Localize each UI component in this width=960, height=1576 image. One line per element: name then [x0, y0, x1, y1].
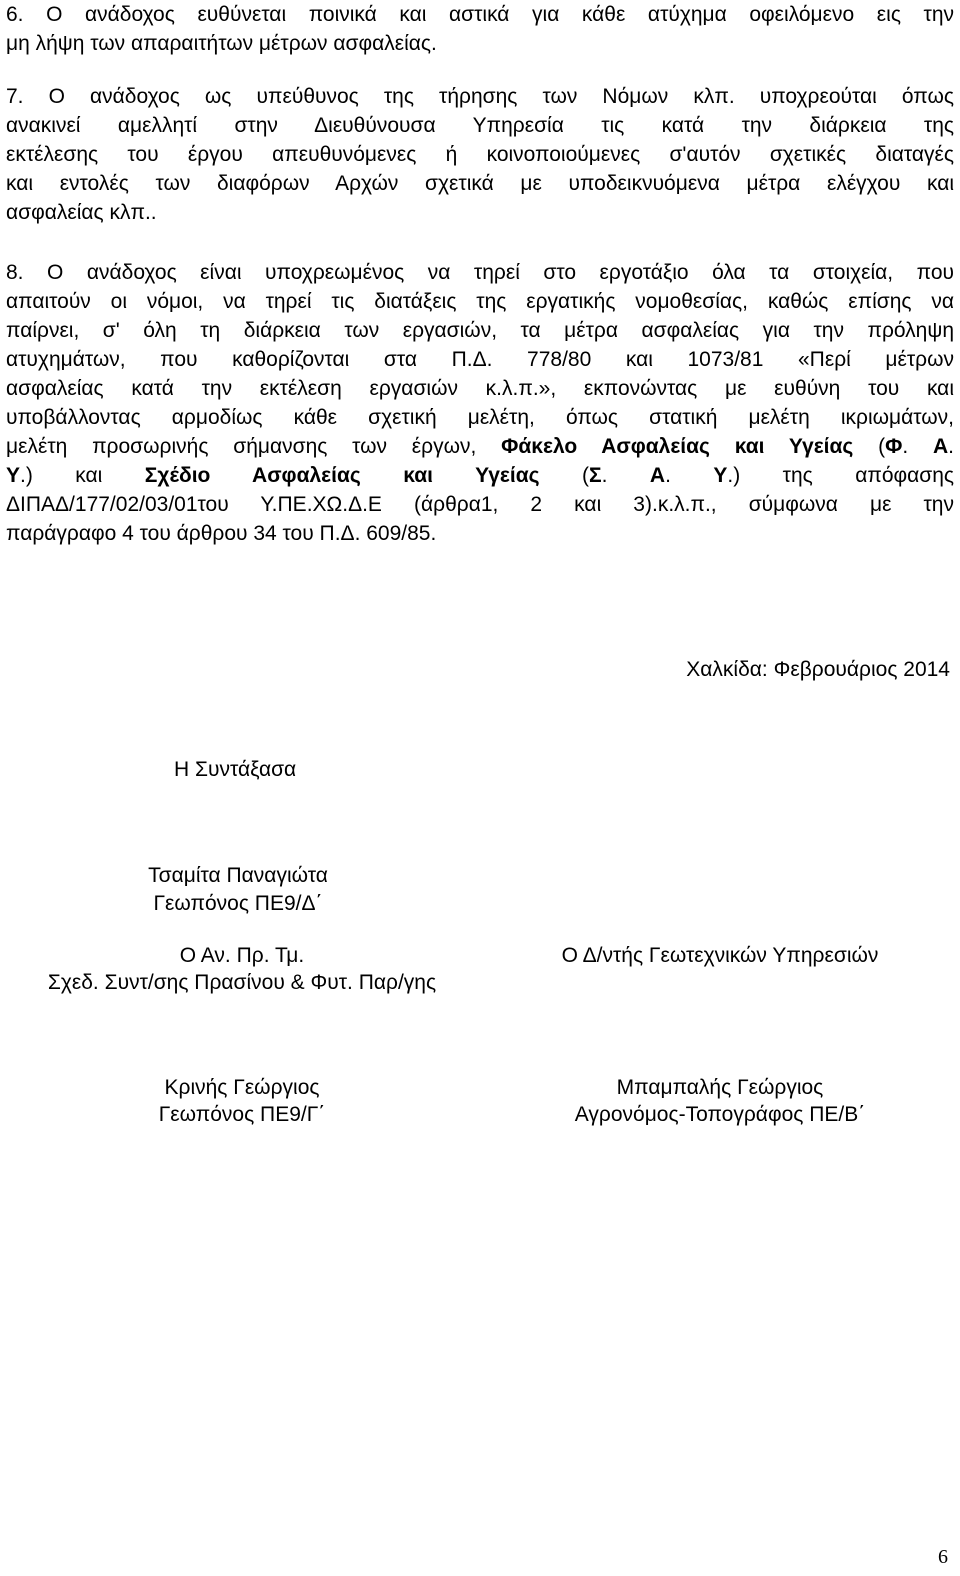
composer-title: Η Συντάξασα	[174, 758, 297, 781]
paragraph-line: παράγραφο 4 του άρθρου 34 του Π.Δ. 609/85.	[6, 522, 437, 545]
paragraph-line: ανακινεί αμελλητί στην Διευθύνουσα Υπηρεσία τις κατά την διάρκεια της	[6, 114, 954, 137]
text-run: (	[853, 435, 886, 458]
text-run: (	[539, 464, 589, 487]
bold-text: Σ	[589, 464, 602, 487]
paragraph-line: 8. Ο ανάδοχος είναι υποχρεωμένος να τηρεί στο εργοτάξιο όλα τα στοιχεία, που	[6, 261, 954, 284]
paragraph-line	[6, 461, 954, 490]
paragraph-item-8	[6, 258, 954, 548]
paragraph-line: εκτέλεσης του έργου απευθυνόμενες ή κοινοποιούμενες σ'αυτόν σχετικές διαταγές	[6, 143, 954, 166]
left-approver-name: Κρινής Γεώργιος	[164, 1076, 320, 1099]
bold-text: Υ	[6, 464, 21, 487]
bold-text: Φ	[885, 435, 903, 458]
composer-name: Τσαμίτα Παναγιώτα	[148, 864, 328, 887]
text-run: .) της απόφασης	[727, 464, 955, 487]
composer-role: Γεωπόνος ΠΕ9/Δ΄	[153, 892, 323, 915]
text-run: .	[601, 464, 650, 487]
page-number: 6	[938, 1546, 948, 1568]
left-approver-title-1: Ο Αν. Πρ. Τμ.	[179, 944, 305, 967]
text-run: .	[948, 435, 955, 458]
bold-text: Α	[933, 435, 949, 458]
paragraph-line: 7. Ο ανάδοχος ως υπεύθυνος της τήρησης των Νόμων κλπ. υποχρεούται όπως	[6, 85, 954, 108]
paragraph-item-6	[6, 0, 954, 58]
bold-text: Α	[649, 464, 666, 487]
text-run: .) και	[20, 464, 145, 487]
bold-text: Φάκελο Ασφαλείας και Υγείας	[501, 435, 854, 458]
text-run: μελέτη προσωρινής σήμανσης των έργων,	[6, 435, 502, 458]
paragraph-line: ΔΙΠΑΔ/177/02/03/01του Υ.ΠΕ.ΧΩ.Δ.Ε (άρθρα1, 2 και 3).κ.λ.π., σύμφωνα με την	[6, 493, 954, 516]
left-approver-role: Γεωπόνος ΠΕ9/Γ΄	[158, 1103, 326, 1126]
paragraph-line: ασφαλείας κλπ..	[6, 201, 157, 224]
left-approver-title-2: Σχεδ. Συντ/σης Πρασίνου & Φυτ. Παρ/γης	[47, 971, 437, 994]
paragraph-line: ατυχημάτων, που καθορίζονται στα Π.Δ. 778/80 και 1073/81 «Περί μέτρων	[6, 348, 954, 371]
paragraph-line: υποβάλλοντας αρμοδίως κάθε σχετική μελέτη, όπως στατική μελέτη ικριωμάτων,	[6, 406, 954, 429]
paragraph-line: 6. Ο ανάδοχος ευθύνεται ποινικά και αστικά για κάθε ατύχημα οφειλόμενο εις την	[6, 3, 954, 26]
bold-text: Σχέδιο Ασφαλείας και Υγείας	[144, 464, 540, 487]
paragraph-item-7	[6, 82, 954, 227]
paragraph-line: παίρνει, σ' όλη τη διάρκεια των εργασιών, τα μέτρα ασφαλείας για την πρόληψη	[6, 319, 954, 342]
paragraph-line	[6, 432, 954, 461]
paragraph-line: ασφαλείας κατά την εκτέλεση εργασιών κ.λ.π.», εκπονώντας με ευθύνη του και	[6, 377, 954, 400]
text-run: .	[665, 464, 714, 487]
right-approver-role: Αγρονόμος-Τοπογράφος ΠΕ/Β΄	[574, 1103, 866, 1126]
right-approver-name: Μπαμπαλής Γεώργιος	[616, 1076, 824, 1099]
date-line: Χαλκίδα: Φεβρουάριος 2014	[686, 658, 950, 681]
paragraph-line: μη λήψη των απαραιτήτων μέτρων ασφαλείας.	[6, 32, 437, 55]
right-approver-title: Ο Δ/ντής Γεωτεχνικών Υπηρεσιών	[561, 944, 879, 967]
paragraph-line: και εντολές των διαφόρων Αρχών σχετικά με υποδεικνυόμενα μέτρα ελέγχου και	[6, 172, 954, 195]
text-run: .	[902, 435, 933, 458]
paragraph-line: απαιτούν οι νόμοι, να τηρεί τις διατάξεις της εργατικής νομοθεσίας, καθώς επίσης να	[6, 290, 954, 313]
bold-text: Υ	[713, 464, 728, 487]
